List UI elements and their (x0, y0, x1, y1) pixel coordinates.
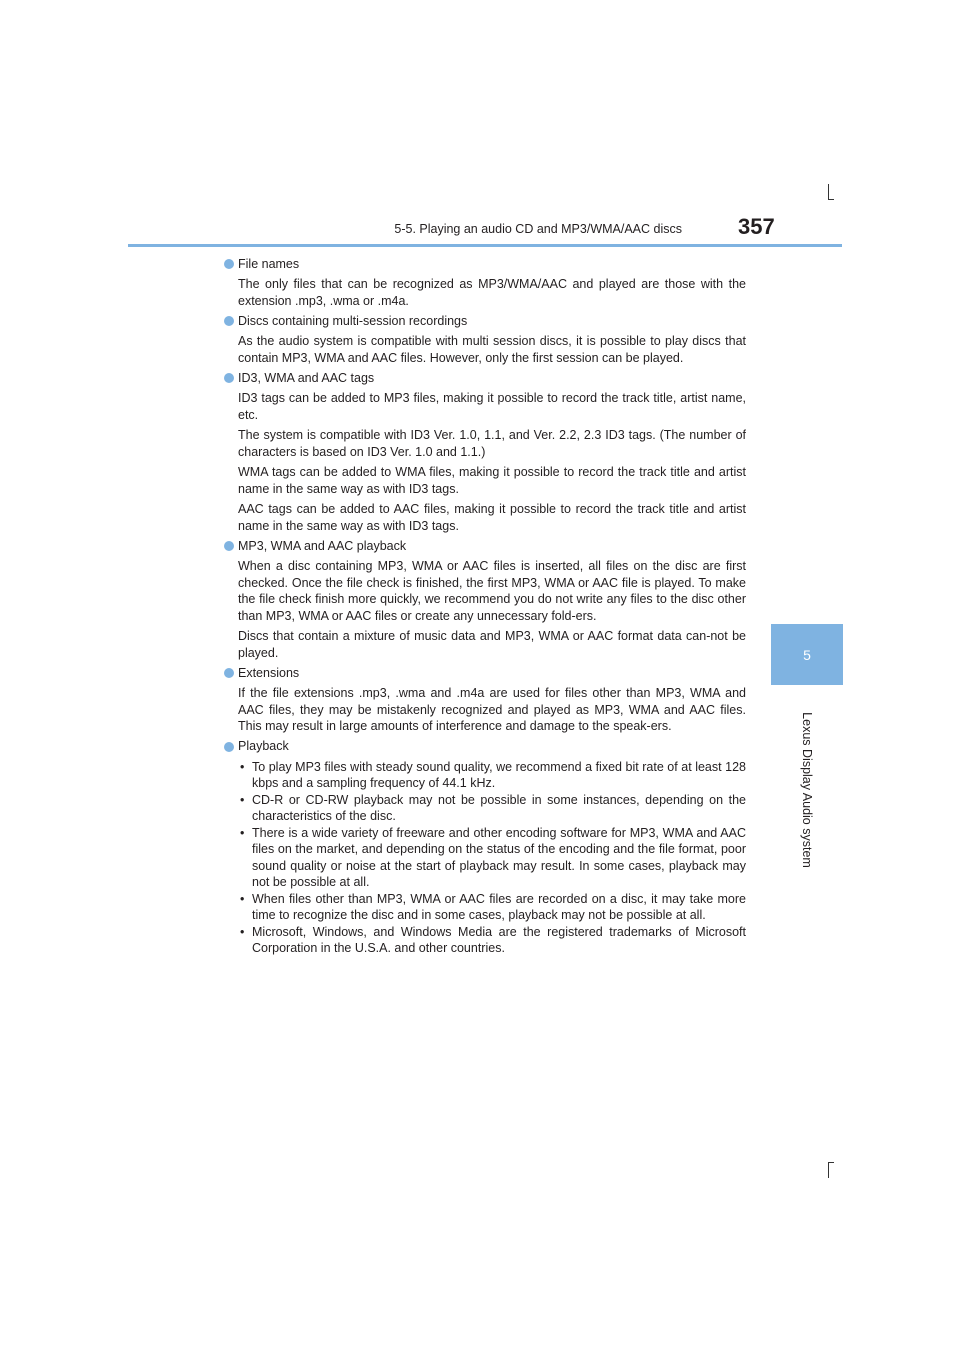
crop-mark-top-right (828, 184, 829, 200)
section-title: File names (224, 256, 746, 272)
section-file-names (224, 256, 746, 309)
chapter-tab (771, 624, 843, 685)
chapter-side-label: Lexus Display Audio system (800, 712, 814, 868)
page-content (224, 256, 746, 957)
section-playback-formats (224, 538, 746, 661)
section-title: ID3, WMA and AAC tags (224, 370, 746, 386)
list-item: • When files other than MP3, WMA or AAC files are recorded on a disc, it may take more time to recognize the disc and in some cases, playback may not be possible at all. (240, 891, 746, 922)
bullet-circle-icon (224, 541, 234, 551)
section-title: Extensions (224, 665, 746, 681)
bullet-dot-icon: • (240, 825, 245, 840)
section-title: Playback (224, 739, 746, 755)
page-number: 357 (738, 214, 775, 239)
paragraph: When a disc containing MP3, WMA or AAC files is inserted, all files on the disc are first checked. Once the file check is finished, the first MP3, WMA or AAC file is played. To make the file check finish more quickly, we recommend you do not write any files to the disc other than MP3, WMA or AAC files or create any unnecessary fold-ers. (238, 559, 746, 623)
paragraph: As the audio system is compatible with multi session discs, it is possible to play discs that contain MP3, WMA and AAC files. However, only the first session can be played. (238, 334, 746, 365)
playback-list (238, 759, 746, 957)
list-item: • To play MP3 files with steady sound quality, we recommend a fixed bit rate of at least 128 kbps and a sampling frequency of 44.1 kHz. (240, 759, 746, 790)
list-item: • Microsoft, Windows, and Windows Media are the registered trademarks of Microsoft Corporation in the U.S.A. and other countries. (240, 924, 746, 955)
bullet-circle-icon (224, 668, 234, 678)
section-multi-session (224, 313, 746, 366)
paragraph: The system is compatible with ID3 Ver. 1.0, 1.1, and Ver. 2.2, 2.3 ID3 tags. (The number of characters is based on ID3 Ver. 1.0 and 1.1.) (238, 428, 746, 459)
header-rule (128, 244, 842, 247)
bullet-dot-icon: • (240, 891, 245, 906)
list-item: • CD-R or CD-RW playback may not be possible in some instances, depending on the characteristics of the disc. (240, 792, 746, 823)
running-header-title: 5-5. Playing an audio CD and MP3/WMA/AAC discs (394, 222, 682, 236)
list-item: • There is a wide variety of freeware and other encoding software for MP3, WMA and AAC files on the market, and depending on the status of the encoding and the file format, poor sound quality or noise at the start of playback may result. In some cases, playback may not be possible at all. (240, 825, 746, 889)
paragraph: The only files that can be recognized as MP3/WMA/AAC and played are those with the extension .mp3, .wma or .m4a. (238, 277, 746, 308)
crop-mark-bottom-right (828, 1162, 829, 1178)
section-title: Discs containing multi-session recordings (224, 313, 746, 329)
paragraph: If the file extensions .mp3, .wma and .m4a are used for files other than MP3, WMA and AAC files, they may be mistakenly recognized and played as MP3, WMA and AAC files. This may result in large amounts of interference and damage to the speak-ers. (238, 686, 746, 733)
section-tags (224, 370, 746, 534)
paragraph: Discs that contain a mixture of music data and MP3, WMA or AAC format data can-not be played. (238, 629, 746, 660)
paragraph: WMA tags can be added to WMA files, making it possible to record the track title and artist name in the same way as with ID3 tags. (238, 465, 746, 496)
bullet-circle-icon (224, 373, 234, 383)
bullet-dot-icon: • (240, 792, 245, 807)
section-playback (224, 739, 746, 957)
bullet-circle-icon (224, 742, 234, 752)
section-extensions (224, 665, 746, 735)
chapter-tab-number: 5 (803, 646, 811, 663)
bullet-dot-icon: • (240, 924, 245, 939)
crop-mark-top-right-foot (828, 199, 834, 200)
crop-mark-bottom-right-foot (828, 1162, 834, 1163)
bullet-circle-icon (224, 316, 234, 326)
bullet-circle-icon (224, 259, 234, 269)
section-title: MP3, WMA and AAC playback (224, 538, 746, 554)
paragraph: ID3 tags can be added to MP3 files, making it possible to record the track title, artist name, etc. (238, 391, 746, 422)
paragraph: AAC tags can be added to AAC files, making it possible to record the track title and artist name in the same way as with ID3 tags. (238, 502, 746, 533)
bullet-dot-icon: • (240, 759, 245, 774)
